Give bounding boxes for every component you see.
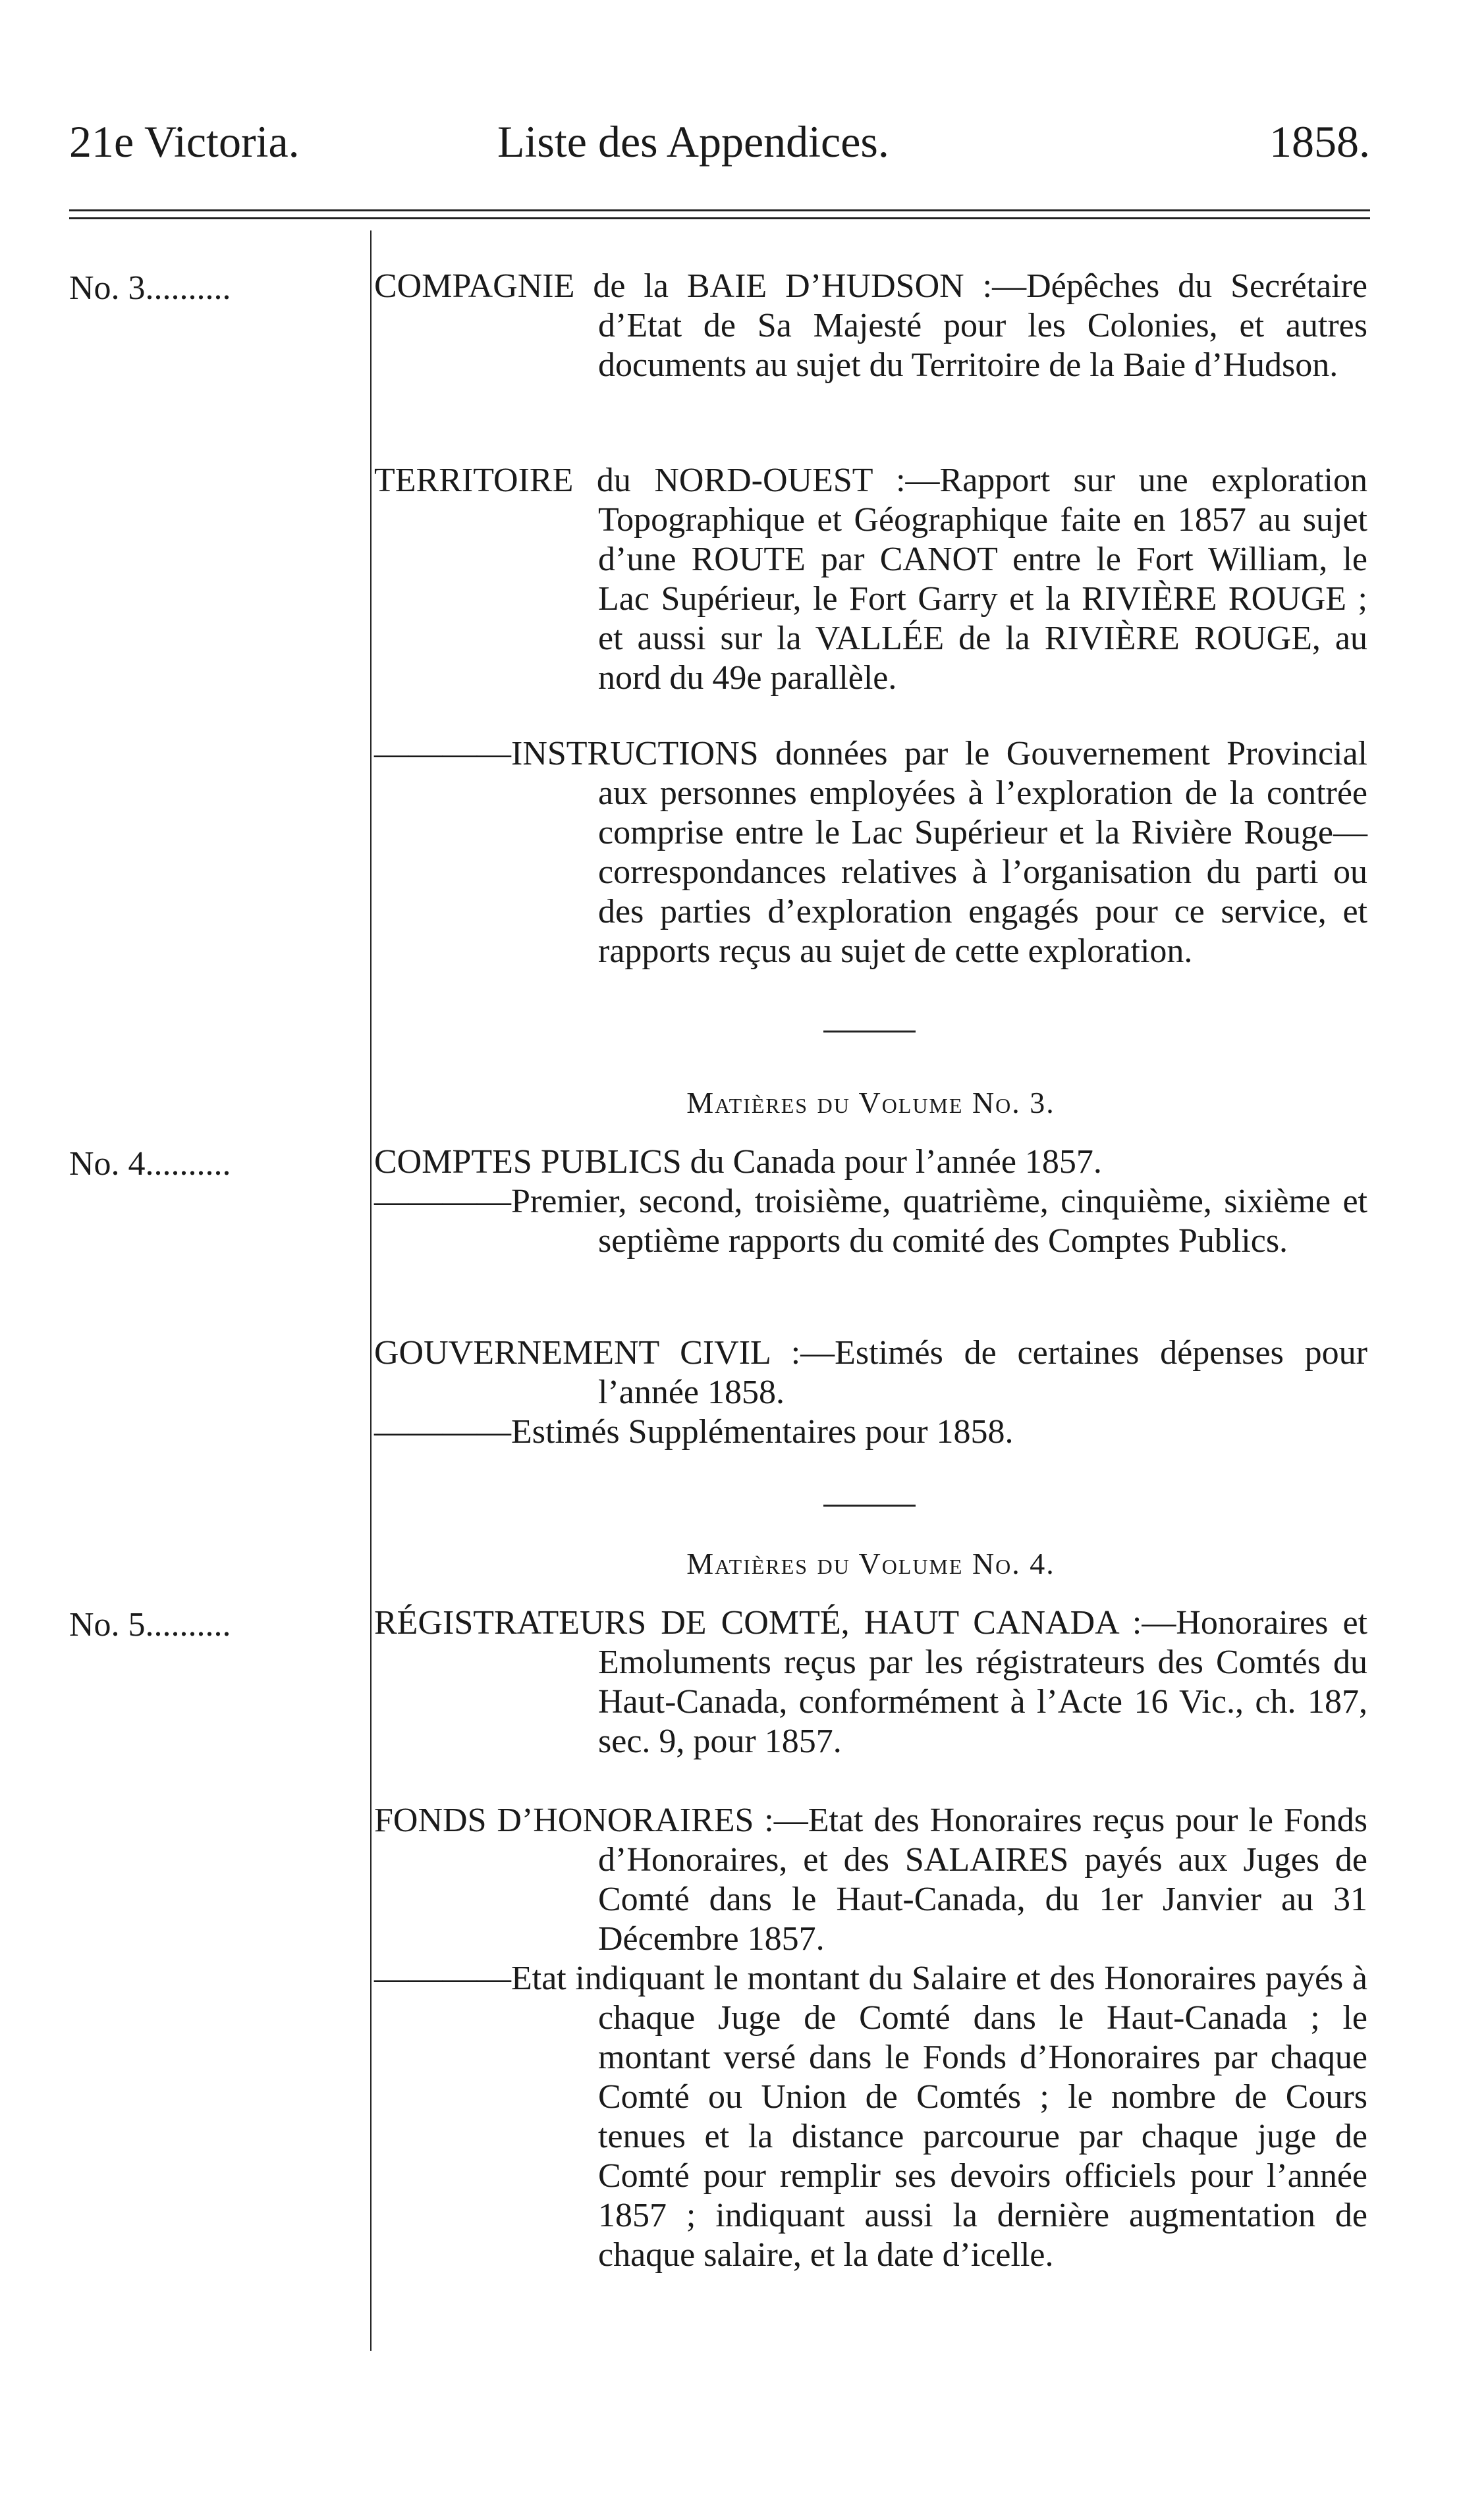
header-session: 21e Victoria. [69,117,300,167]
entry-text: COMPAGNIE de la BAIE D’HUDSON :—Dépêches du Secrétaire d’Etat de Sa Majesté pour les Colonies, et autres documents au sujet du Territoire de la Baie d’Hudson. [374,267,1367,384]
entry-text: ————INSTRUCTIONS données par le Gouvernement Provincial aux personnes employées à l’exploration de la contrée comprise entre le Lac Supérieur et la Rivière Rouge—correspondances relatives à l’organisation du parti ou des parties d’exploration engagés pour ce service, et rapports reçus au sujet de cette exploration. [374,735,1367,970]
entry-text: COMPTES PUBLICS du Canada pour l’année 1857. [374,1143,1102,1181]
entry-text: RÉGISTRATEURS DE COMTÉ, HAUT CANADA :—Honoraires et Emoluments reçus par les régistrateurs des Comtés du Haut-Canada, conformément à l’Acte 16 Vic., ch. 187, sec. 9, pour 1857. [374,1604,1367,1760]
entry-text: GOUVERNEMENT CIVIL :—Estimés de certaines dépenses pour l’année 1858. [374,1334,1367,1411]
header-title: Liste des Appendices. [497,117,889,167]
entry-3-item-3 [374,734,1367,971]
entry-text: ————Premier, second, troisième, quatrième, cinquième, sixième et septième rapports du comité des Comptes Publics. [374,1183,1367,1260]
entry-4-item-2 [374,1182,1367,1261]
entry-4-item-3 [374,1333,1367,1412]
separator-rule [823,1505,916,1507]
entry-text: TERRITOIRE du NORD-OUEST :—Rapport sur une exploration Topographique et Géographique faite en 1857 au sujet d’une ROUTE par CANOT entre le Fort William, le Lac Supérieur, le Fort Garry et la RIVIÈRE ROUGE ; et aussi sur la VALLÉE de la RIVIÈRE ROUGE, au nord du 49e parallèle. [374,462,1367,697]
entry-4-item-1 [374,1142,1367,1182]
header-year: 1858. [1269,117,1370,167]
entry-number-3: No. 3.......... [69,269,231,307]
entry-text: ————Estimés Supplémentaires pour 1858. [374,1413,1014,1451]
section-title-volume-4: Matières du Volume No. 4. [686,1547,1055,1580]
entry-text: FONDS D’HONORAIRES :—Etat des Honoraires reçus pour le Fonds d’Honoraires, et des SALAIRES payés aux Juges de Comté dans le Haut-Canada, du 1er Janvier au 31 Décembre 1857. [374,1802,1367,1958]
entry-5-item-2 [374,1801,1367,1959]
header-rule-bottom [69,217,1370,219]
entry-4-item-4 [374,1412,1367,1452]
column-divider [370,230,372,2351]
entry-number-4: No. 4.......... [69,1145,231,1183]
section-title-volume-3: Matières du Volume No. 3. [686,1086,1055,1119]
entry-3-item-2 [374,461,1367,698]
entry-3-item-1 [374,267,1367,385]
header-rule-top [69,209,1370,211]
entry-number-5: No. 5.......... [69,1606,231,1644]
page-header [69,112,1370,171]
separator-rule [823,1031,916,1032]
entry-text: ————Etat indiquant le montant du Salaire et des Honoraires payés à chaque Juge de Comté dans le Haut-Canada ; le montant versé dans le Fonds d’Honoraires par chaque Comté ou Union de Comtés ; le nombre de Cours tenues et la distance parcourue par chaque juge de Comté pour remplir ses devoirs officiels pour l’année 1857 ; indiquant aussi la dernière augmentation de chaque salaire, et la date d’icelle. [374,1960,1367,2274]
entry-5-item-1 [374,1603,1367,1761]
entry-5-item-3 [374,1959,1367,2275]
